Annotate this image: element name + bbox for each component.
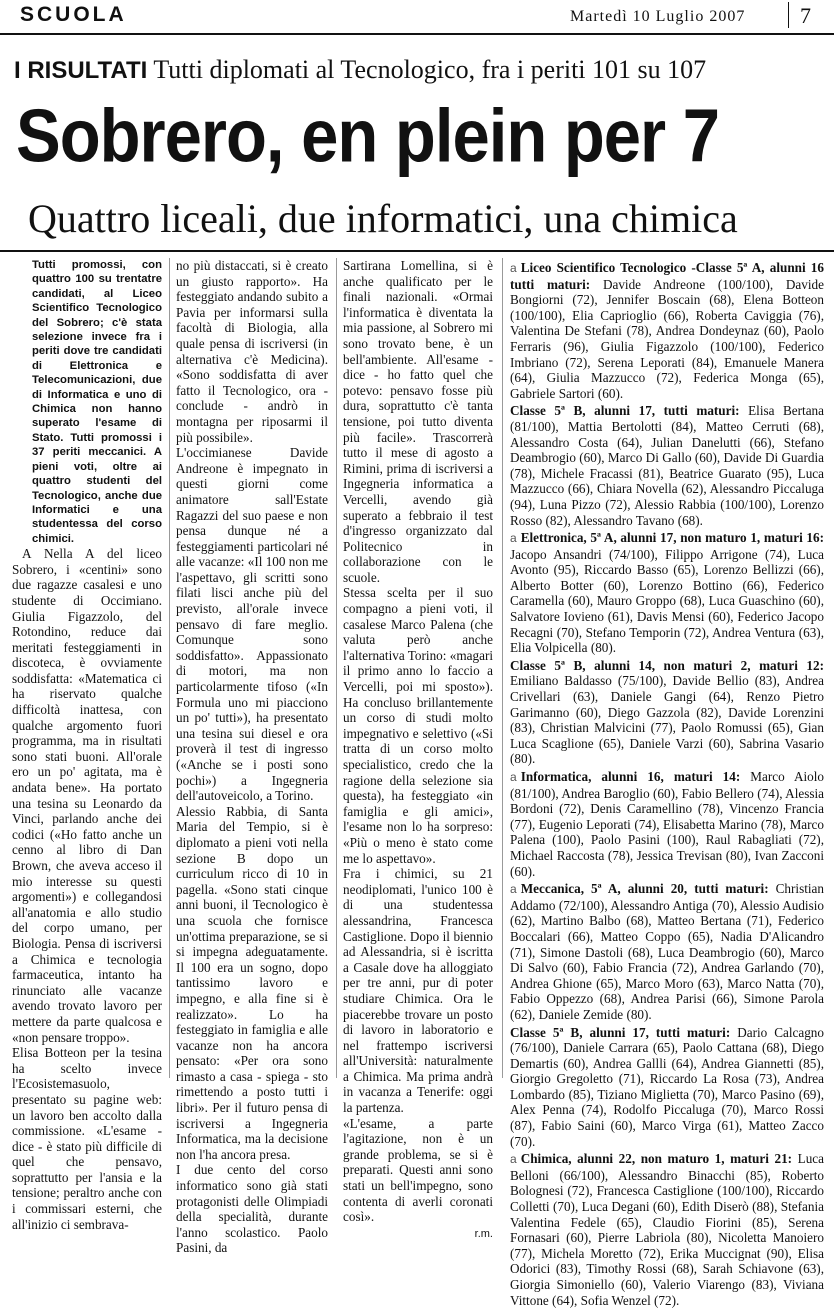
class-result (510, 260, 824, 401)
class-title: Classe 5ª B, alunni 17, tutti maturi: (510, 1024, 738, 1040)
article-paragraph: Elisa Botteon per la tesina ha scelto invece l'Ecosistemasuolo, presentato su pagine web: un lavoro ben accolto dalla commissione. «L'esame - dice - è stato più difficile di quel che pensavo, soprattutto per l'ansia e la tensione; peraltro anche con i commissari esterni, che all'inizio ci sembrava- (12, 1045, 162, 1232)
class-title: Elettronica, 5ª A, alunni 17, non maturo 1, maturi 16: (520, 530, 824, 546)
student-list: Elisa Bertana (81/100), Mattia Bertolotti (84), Matteo Cerruti (68), Alessandro Costa (64), Julian Danelutti (66), Stefano Deambrogio (60), Marco Di Gallo (60), Davide Di Guardia (78), Michele Fracassi (81), Beatrice Guarato (95), Luca Mazzucco (66), Chiara Novella (62), Alessandro Piccaluga (94), Luna Pizzo (72), Alessio Rabbia (100/100), Lorenzo Rosso (82), Alessandro Tavano (68). (510, 403, 825, 528)
student-list: Davide Andreone (100/100), Davide Bongiorni (72), Jennifer Boscain (68), Elena Botteon (100/100), Elia Caprioglio (66), Roberta Caviggia (76), Valentina De Stefani (78), Andrea Dondeynaz (60), Paolo Ferraris (96), Giulia Figazzolo (100/100), Federico Imbriano (72), Serena Leporati (84), Emanuele Manera (64), Giulia Mazzucco (72), Federica Monga (65), Gabriele Sartori (60). (510, 276, 824, 401)
class-result (510, 881, 824, 1022)
article-column-2 (176, 258, 328, 1256)
article-paragraph: Stessa scelta per il suo compagno a pieni voti, il casalese Marco Palena (che valuta però anche l'alternativa Torino: «magari il primo anno lo faccio a Vercelli, poi mi sposto»). Ha concluso brillantemente un corso di studi molto impegnativo e selettivo («Si tratta di un corso molto specialistico, credo che la ragione della selezione sia questa), ha festeggiato «in famiglia e gli amici», l'esame non lo ha sorpreso: «Più o meno è stato come me lo aspettavo». (343, 585, 493, 866)
student-list: Dario Calcagno (76/100), Daniele Carrara (65), Paolo Cattana (68), Diego Demartis (60), Andrea Gallli (64), Andrea Giannetti (85), Giorgio Gregoletto (71), Riccardo La Rosa (73), Andrea Lombardo (85), Tiziano Miglietta (70), Marco Pasino (69), Alex Penna (74), Rodolfo Piccaluga (70), Marco Rossi (87), Fabio Saini (60), Marco Virga (61), Matteo Zacco (70). (510, 1024, 824, 1149)
section-marker: a (510, 261, 517, 275)
class-result (510, 1025, 824, 1150)
class-title: Chimica, alunni 22, non maturo 1, maturi 21: (520, 1151, 798, 1167)
article-paragraph: I due cento del corso informatico sono già stati protagonisti delle Olimpiadi della specialità, durante l'anno scolastico. Paolo Pasini, da (176, 1162, 328, 1256)
results-column (510, 258, 824, 1308)
article-column-3 (343, 258, 493, 1242)
masthead (0, 0, 834, 34)
class-result (510, 658, 824, 767)
section-marker: a (510, 1152, 517, 1167)
student-list: Emiliano Baldasso (75/100), Davide Bellio (83), Andrea Crivellari (63), Daniele Gangi (64), Renzo Pietro Garimanno (60), Diego Gazzola (82), Davide Lorenzini (83), Christian Malvicini (77), Paolo Romussi (65), Gian Luca Scaglione (65), Daniele Varzi (60), Sabrina Vasario (80). (510, 673, 824, 767)
section-marker: a (510, 882, 517, 897)
article-paragraph: L'occimianese Davide Andreone è impegnato in questi giorni come animatore sall'Estate Ragazzi del suo paese e non pensa dunque né a festeggiamenti particolari né alle vacanze: «Il 100 non me l'aspettavo, gli scritti sono filati lisci anche più del previsto, all'orale invece pensavo di fare meglio. Comunque sono soddisfatto». Appassionato di motori, ma non particolarmente tifoso («In Formula uno mi piacciono un po' tutti»), ha presentato una tesina sui diesel e ora proverà il test di ingresso («Anche se i posti sono pochi») a Ingegneria dell'autoveicolo, a Torino. (176, 445, 328, 804)
class-title: Classe 5ª B, alunni 17, tutti maturi: (510, 403, 749, 419)
article-quote: «L'esame, a parte l'agitazione, non è un grande problema, se si è preparati. Questi anni sono stati un bell'impegno, sono contenta di averli coronati così». (343, 1115, 493, 1225)
kicker-label: I RISULTATI (14, 57, 148, 84)
kicker-text: Tutti diplomati al Tecnologico, fra i periti 101 su 107 (153, 55, 707, 84)
kicker (14, 55, 706, 85)
article-paragraph: Sartirana Lomellina, si è anche qualificato per le finali nazionali. «Ormai l'informatica è diventata la mia passione, al Sobrero mi sono trovato bene, è un bell'ambiente. All'esame - dice - ho fatto quel che potevo: pensavo fosse più dura, soprattutto c'è tanta tensione, poi tutto diventa più facile». Trascorrerà tutto il mese di agosto a Rimini, prima di iscriversi a Ingegneria informatica a Vercelli, avendo già superato a febbraio il test d'ingresso organizzato dal Politecnico in collaborazione con le scuole. (343, 258, 493, 585)
issue-date: Martedì 10 Luglio 2007 (570, 8, 746, 25)
author-signature: r.m. (474, 1227, 493, 1240)
masthead-rule (0, 33, 834, 35)
student-list: Marco Aiolo (81/100), Andrea Baroglio (60), Fabio Bellero (74), Alessia Bordoni (72), Denis Caramellino (78), Vincenzo Francia (77), Eugenio Leporati (74), Elisabetta Marino (78), Marco Palena (100), Paolo Pasini (100), Raul Rabagliati (72), Michael Raccosta (78), Jessica Trevisan (80), Ivan Zacconi (60). (510, 769, 824, 879)
column-divider (169, 258, 170, 1078)
article-paragraph: Alessio Rabbia, di Santa Maria del Tempio, si è diplomato a pieni voti nella sezione B dopo un curriculum ricco di 10 in pagella. «Sono stati cinque anni buoni, il Tecnologico è una scuola che fornisce un'ottima preparazione, se si si impegna adeguatamente. Il 100 era un sogno, dopo tantissimo lavoro e impegno, e alla fine si è realizzato». Lo ha festeggiato in famiglia e alle vacanze non ha ancora pensato: «Per ora sono rimasto a casa - spiega - sto rimettendo a posto tutti i libri». Per il futuro pensa di iscriversi a Ingegneria Informatica, ma la decisione non l'ha ancora presa. (176, 803, 328, 1162)
class-title: Meccanica, 5ª A, alunni 20, tutti maturi: (520, 881, 776, 897)
class-title: Classe 5ª B, alunni 14, non maturi 2, maturi 12: (510, 657, 824, 673)
class-title: Informatica, alunni 16, maturi 14: (520, 769, 751, 784)
article-paragraph: Fra i chimici, su 21 neodiplomati, l'unico 100 è di una studentessa alessandrina, Francesca Castiglione. Dopo il biennio ad Alessandria, si è iscritta a Casale dove ha alloggiato per tre anni, pur di poter studiare Chimica. Ora le piacerebbe trovare un posto di lavoro in laboratorio e nel frattempo iscriversi all'Università: naturalmente a Chimica. Ma prima andrà in vacanza a Tenerife: oggi la partenza. (343, 866, 493, 1116)
article-lead: Tutti promossi, con quattro 100 su trentatre candidati, al Liceo Scientifico Tecnologico del Sobrero; c'è stata selezione invece fra i periti dove tre candidati di Elettronica e Telecomunicazioni, due di Informatica e uno di Chimica non hanno superato l'esame di Stato. Tutti promossi i 37 periti meccanici. A pieni voti, oltre ai quattro studenti del Tecnologico, anche due Informatici e una studentessa del corso chimici. (32, 259, 162, 545)
page-number: 7 (800, 3, 811, 28)
section-marker: a (510, 770, 517, 784)
student-list: Christian Addamo (72/100), Alessandro Antiga (70), Alessio Audisio (62), Martino Balbo (68), Matteo Bertana (71), Federico Boccalari (66), Matteo Coppo (65), Nadia D'Alicandro (71), Simone Dastoli (68), Luca Deambrogio (60), Marco Di Salvo (60), Fabio Francia (72), Andrea Garlando (70), Andrea Ghione (65), Marco Moro (63), Marco Natta (70), Fabio Oppezzo (68), Andrea Parisi (66), Simone Parola (62), Daniele Zemide (80). (510, 881, 824, 1022)
section-marker: a (510, 531, 517, 546)
article-paragraph: no più distaccati, si è creato un giusto rapporto». Ha festeggiato andando subito a Pavia per informarsi sulla facoltà di Biologia, alla quale pensa di iscriversi (in alternativa c'è Medicina). «Sono soddisfatta di aver fatto il Tecnologico, ora - conclude - andrò in montagna per riposarmi il più possibile». (176, 258, 328, 445)
student-list: Luca Belloni (66/100), Alessandro Binacchi (85), Roberto Bolognesi (72), Francesca Castiglione (100/100), Riccardo Colletti (70), Luca Degani (60), Edith Diserò (88), Stefania Valentina Fedele (65), Claudio Fiorini (85), Serena Fornasari (60), Pierre Labriola (80), Nicoletta Manoiero (77), Michela Moretto (72), Erika Muccignat (90), Elisa Odorici (83), Timothy Rossi (68), Sarah Schiavone (63), Giorgia Simoniello (60), Valerio Viarengo (83), Viviana Vittone (64), Sofia Wenzel (72). (510, 1151, 824, 1308)
headline: Sobrero, en plein per 7 (16, 94, 720, 179)
class-result (510, 403, 824, 528)
class-title: Liceo Scientifico Tecnologico -Classe 5ª A, alunni 16 tutti maturi: (510, 260, 824, 292)
student-list: Jacopo Ansandri (74/100), Filippo Arrigone (74), Luca Avonto (95), Riccardo Basso (65), Lorenzo Bellizzi (66), Alberto Botter (60), Lorenzo Bottino (66), Federico Caramella (60), Mauro Groppo (68), Luca Guaschino (60), Salvatore Iovieno (61), Davis Mensi (60), Federico Jacopo Recagni (70), Stefano Temporin (72), Andrea Ventura (63), Elia Volpicella (80). (510, 546, 824, 656)
class-result (510, 769, 824, 879)
headline-rule (0, 250, 834, 252)
masthead-divider (788, 2, 789, 28)
class-result (510, 530, 824, 656)
column-divider (336, 258, 337, 1078)
section-name: SCUOLA (20, 3, 127, 26)
subheadline: Quattro liceali, due informatici, una chimica (28, 196, 738, 241)
article-paragraph: A Nella A del liceo Sobrero, i «centini» sono due ragazze casalesi e uno studente di Occimiano. Giulia Figazzolo, del Rotondino, reduce dai meritati festeggiamenti in discoteca, è ovviamente soddisfatta: «Matematica ci ha riservato qualche difficoltà inattesa, con qualche argomento fuori programma, ma in risultati sono stati buoni. All'orale ero un po' agitata, ma è andata bene». Ha portato una tesina su Leonardo da Vinci, parlando anche dei codici («Ho fatto anche un cenno al libro di Dan Brown, che aveva acceso il mio interesse su questi argomenti») e collegandosi all'anatomia e allo studio del corpo umano, per Biologia. Pensa di iscriversi a Chimica e tecnologia farmaceutica, intanto ha rinunciato alle vacanze avendo trovato lavoro per mettere da parte qualcosa e «non pensare troppo». (12, 546, 162, 1045)
column-divider (502, 258, 503, 1078)
article-column-1 (12, 258, 162, 1232)
class-result (510, 1151, 824, 1308)
